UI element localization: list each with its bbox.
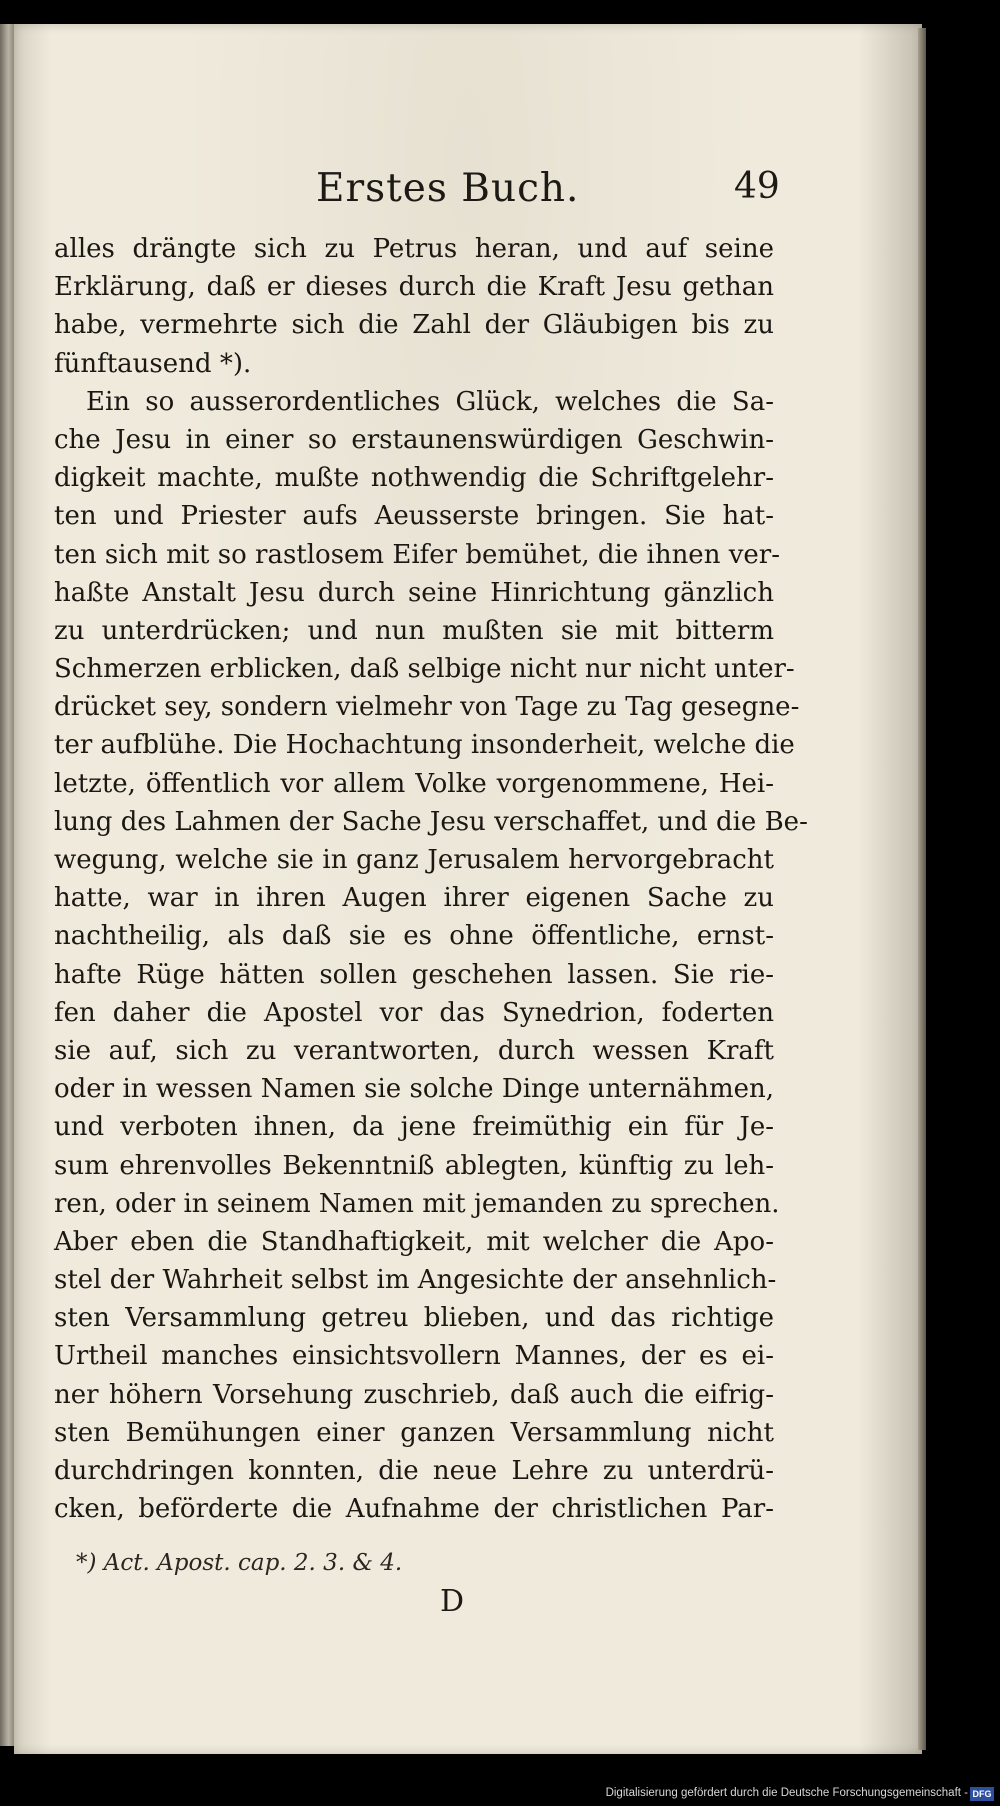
text-line: zu unterdrücken; und nun mußten sie mit bitterm: [54, 615, 774, 646]
text-line: ten und Priester aufs Aeusserste bringen. Sie hat-: [54, 501, 774, 532]
text-line: oder in wessen Namen sie solche Dinge unternähmen,: [54, 1074, 774, 1105]
text-line: hafte Rüge hätten sollen geschehen lassen. Sie rie-: [54, 959, 774, 990]
text-line: sten Bemühungen einer ganzen Versammlung nicht: [54, 1417, 774, 1448]
text-line: ren, oder in seinem Namen mit jemanden zu sprechen.: [54, 1188, 780, 1219]
text-line: ten sich mit so rastlosem Eifer bemühet, die ihnen ver-: [54, 539, 780, 570]
text-line: und verboten ihnen, da jene freimüthig ein für Je-: [54, 1112, 774, 1143]
text-line: ner höhern Vorsehung zuschrieb, daß auch die eifrig-: [54, 1379, 774, 1410]
text-line: che Jesu in einer so erstaunenswürdigen Geschwin-: [54, 424, 774, 455]
text-line: cken, beförderte die Aufnahme der christlichen Par-: [54, 1494, 774, 1525]
text-line: fen daher die Apostel vor das Synedrion, foderten: [54, 997, 774, 1028]
text-line: alles drängte sich zu Petrus heran, und auf seine: [54, 234, 774, 264]
text-line: stel der Wahrheit selbst im Angesichte der ansehnlich-: [54, 1265, 777, 1296]
signature-mark: D: [440, 1584, 465, 1619]
credit-text: Digitalisierung gefördert durch die Deutsche Forschungsgemeinschaft -: [605, 1787, 968, 1799]
text-line: haßte Anstalt Jesu durch seine Hinrichtung gänzlich: [54, 577, 774, 608]
page-header: [54, 166, 784, 226]
text-line: drücket sey, sondern vielmehr von Tage zu Tag gesegne-: [54, 692, 800, 723]
text-line: letzte, öffentlich vor allem Volke vorgenommene, Hei-: [54, 768, 774, 799]
text-line: sum ehrenvolles Bekenntniß ablegten, künftig zu leh-: [54, 1150, 774, 1181]
book-spine-edge: [0, 24, 14, 1746]
dfg-logo-icon: DFG: [970, 1787, 994, 1801]
running-title: Erstes Buch.: [316, 166, 580, 211]
book-page: [14, 24, 922, 1754]
text-line: hatte, war in ihren Augen ihrer eigenen Sache zu: [54, 883, 774, 914]
text-line: habe, vermehrte sich die Zahl der Gläubigen bis zu: [54, 310, 774, 341]
text-line: wegung, welche sie in ganz Jerusalem hervorgebracht: [54, 845, 774, 875]
text-line: sten Versammlung getreu blieben, und das richtige: [54, 1303, 774, 1334]
digitization-credit-bar: [0, 1784, 1000, 1806]
text-line: Urtheil manches einsichtsvollern Mannes, der es ei-: [54, 1341, 774, 1372]
text-line: durchdringen konnten, die neue Lehre zu unterdrü-: [54, 1456, 774, 1486]
text-line: sie auf, sich zu verantworten, durch wessen Kraft: [54, 1035, 774, 1066]
text-line: ter aufblühe. Die Hochachtung insonderheit, welche die: [54, 730, 795, 761]
text-line: lung des Lahmen der Sache Jesu verschaffet, und die Be-: [54, 806, 808, 837]
page-fore-edge: [918, 28, 926, 1750]
page-number: 49: [734, 166, 780, 207]
text-line: Schmerzen erblicken, daß selbige nicht nur nicht unter-: [54, 654, 795, 685]
text-line: Ein so ausserordentliches Glück, welches die Sa-: [86, 386, 774, 417]
body-text: [54, 230, 808, 1528]
footnote: *) Act. Apost. cap. 2. 3. & 4.: [76, 1550, 403, 1576]
text-line: Erklärung, daß er dieses durch die Kraft Jesu gethan: [54, 272, 774, 303]
text-line: nachtheilig, als daß sie es ohne öffentliche, ernst-: [54, 921, 774, 952]
text-line: Aber eben die Standhaftigkeit, mit welcher die Apo-: [54, 1226, 774, 1257]
text-line: fünftausend *).: [54, 348, 252, 379]
text-line: digkeit machte, mußte nothwendig die Schriftgelehr-: [54, 463, 774, 494]
